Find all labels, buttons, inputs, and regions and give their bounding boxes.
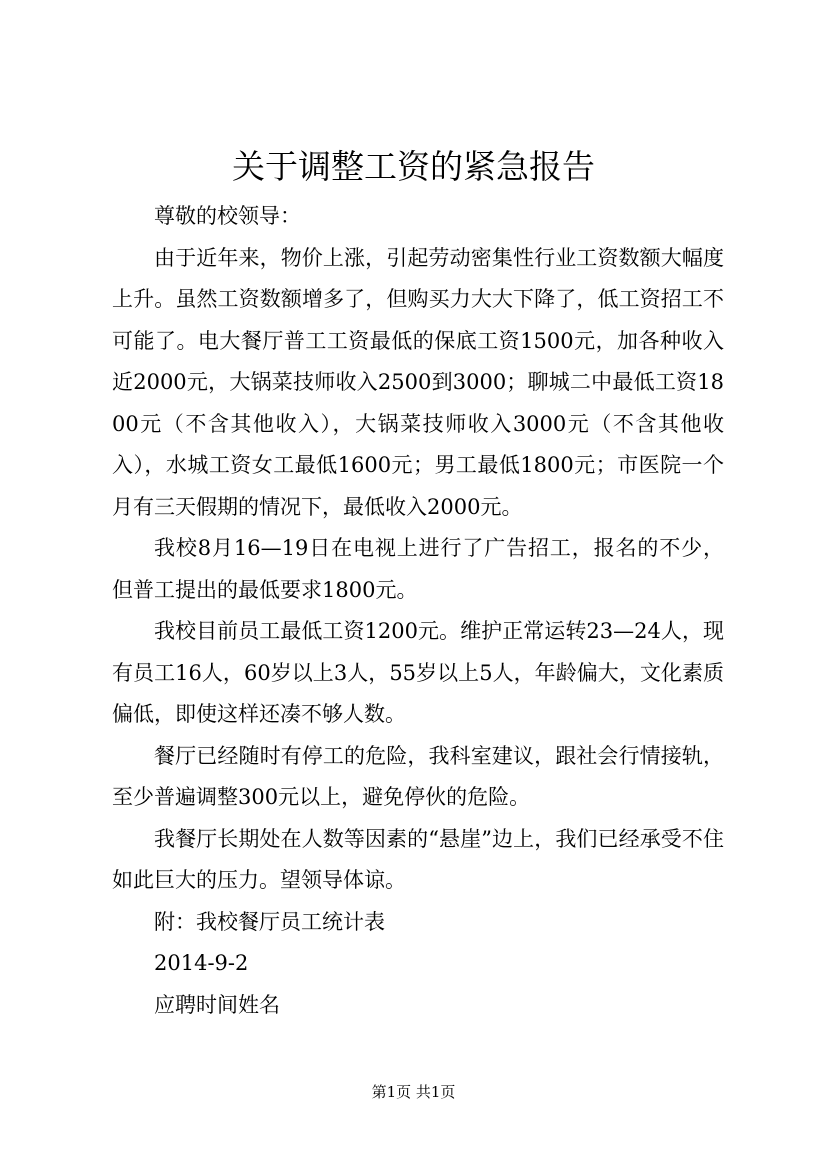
document-date: 2014-9-2	[154, 951, 249, 975]
paragraph-3: 我校目前员工最低工资1200元。维护正常运转23—24人，现有员工16人，60岁以上3人，55岁以上5人，年龄偏大，文化素质偏低，即使这样还凑不够人数。	[112, 619, 724, 726]
page-footer: 第1页 共1页	[371, 1083, 456, 1101]
salutation: 尊敬的校领导：	[154, 204, 301, 228]
paragraph-5: 我餐厅长期处在人数等因素的“悬崖”边上，我们已经承受不住如此巨大的压力。望领导体谅。	[112, 826, 724, 892]
document-title: 关于调整工资的紧急报告	[232, 147, 595, 186]
attachment-line: 附：我校餐厅员工统计表	[154, 909, 385, 934]
paragraph-4: 餐厅已经随时有停工的危险，我科室建议，跟社会行情接轨，至少普遍调整300元以上，避免停伙的危险。	[112, 743, 724, 809]
paragraph-2: 我校8月16—19日在电视上进行了广告招工，报名的不少，但普工提出的最低要求1800元。	[112, 536, 724, 602]
paragraph-1: 由于近年来，物价上涨，引起劳动密集性行业工资数额大幅度上升。虽然工资数额增多了，但购买力大大下降了，低工资招工不可能了。电大餐厅普工工资最低的保底工资1500元，加各种收入近2000元，大锅菜技师收入2500到3000；聊城二中最低工资1800元（不含其他收入），大锅菜技师收入3000元（不含其他收入），水城工资女工最低1600元；男工最低1800元；市医院一个月有三天假期的情况下，最低收入2000元。	[112, 245, 724, 519]
trailing-line: 应聘时间姓名	[154, 992, 280, 1017]
document-body	[112, 196, 724, 1026]
